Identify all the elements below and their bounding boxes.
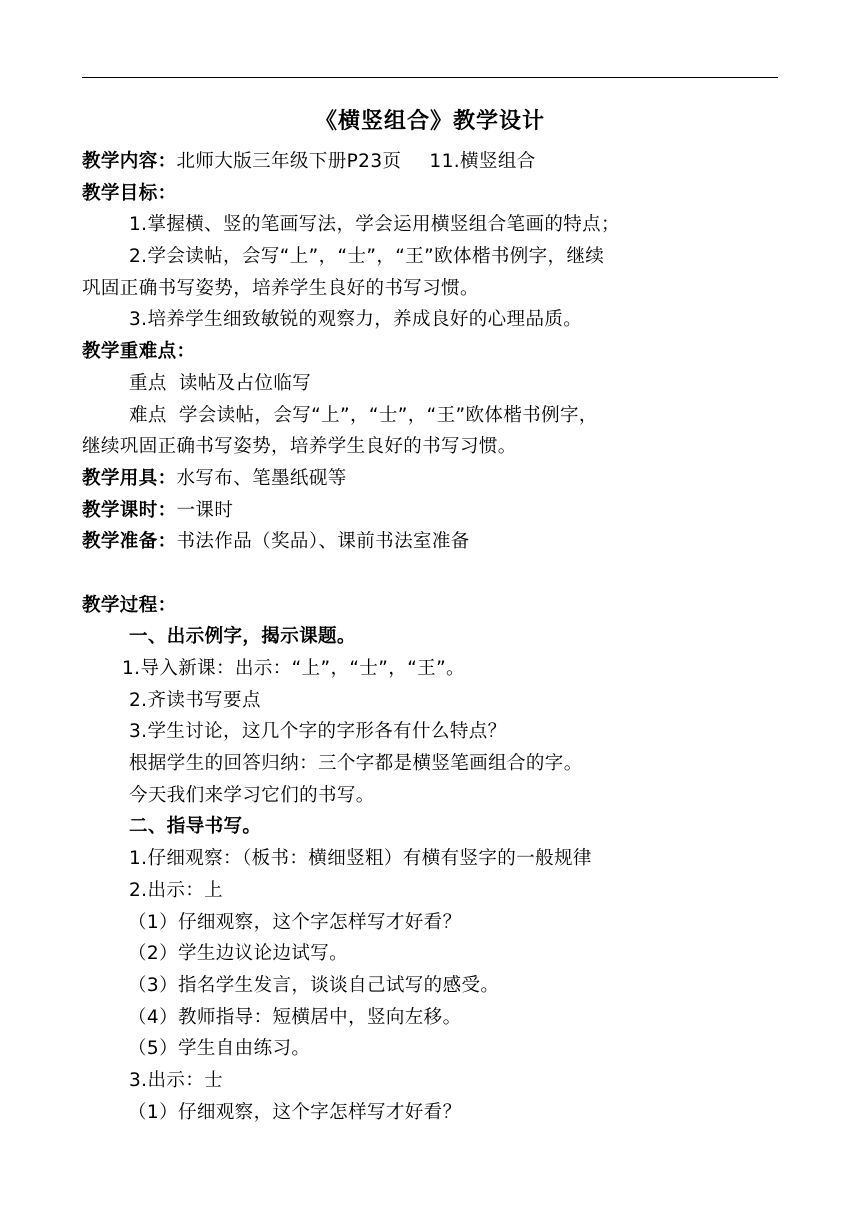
teaching-content-lesson: 11.横竖组合 xyxy=(429,151,536,172)
section-1-today: 今天我们来学习它们的书写。 xyxy=(129,784,375,806)
section-1-item-1: 1.导入新课：出示：“上”，“士”，“王”。 xyxy=(122,658,465,679)
teaching-tools-line xyxy=(82,463,782,495)
teaching-hours-text: 一课时 xyxy=(176,499,234,521)
section-2-item-2: 2.出示：上 xyxy=(129,879,224,901)
teaching-prep-label: 教学准备： xyxy=(82,531,177,553)
section-2-item-2-step-2: （2）学生边议论边试写。 xyxy=(128,943,349,965)
goal-3: 3.培养学生细致敏锐的观察力，养成良好的心理品质。 xyxy=(129,309,583,331)
key-point-line xyxy=(82,368,782,400)
section-2-title: 二、指导书写。 xyxy=(129,816,262,838)
section-2-item-2-step-3: （3）指名学生发言，谈谈自己试写的感受。 xyxy=(128,974,500,996)
section-1-summary: 根据学生的回答归纳：三个字都是横竖笔画组合的字。 xyxy=(129,753,583,775)
teaching-content-label: 教学内容： xyxy=(82,151,177,172)
section-2-item-2-step-5: （5）学生自由练习。 xyxy=(128,1038,311,1060)
section-1-item-2: 2.齐读书写要点 xyxy=(129,689,261,711)
difficult-point-label: 难点 xyxy=(129,404,167,426)
goal-1: 1.掌握横、竖的笔画写法，学会运用横竖组合笔画的特点； xyxy=(129,214,620,236)
section-2-item-3-step-1: （1）仔细观察，这个字怎样写才好看？ xyxy=(128,1101,462,1123)
section-2-item-2-step-1: （1）仔细观察，这个字怎样写才好看？ xyxy=(128,911,462,933)
teaching-prep-text: 书法作品（奖品）、课前书法室准备 xyxy=(176,531,470,553)
teaching-content-line xyxy=(82,146,782,178)
teaching-tools-text: 水写布、笔墨纸砚等 xyxy=(176,467,347,489)
section-2-item-3: 3.出示：士 xyxy=(129,1069,224,1091)
difficult-point-continued: 继续巩固正确书写姿势，培养学生良好的书写习惯。 xyxy=(82,436,517,458)
key-difficult-points-label: 教学重难点： xyxy=(82,341,196,363)
teaching-goals-label: 教学目标： xyxy=(82,182,177,204)
document-title: 《横竖组合》教学设计 xyxy=(314,109,545,134)
teaching-process-label: 教学过程： xyxy=(82,594,177,616)
goal-2-line-1: 2.学会读帖，会写“上”，“士”，“王”欧体楷书例字，继续 xyxy=(129,246,605,268)
header-rule xyxy=(82,77,778,78)
section-1-title: 一、出示例字，揭示课题。 xyxy=(129,626,356,648)
teaching-hours-line xyxy=(82,495,782,527)
section-2-item-1: 1.仔细观察：（板书：横细竖粗）有横有竖字的一般规律 xyxy=(129,848,592,870)
document-body xyxy=(82,146,782,1128)
section-2-item-2-step-4: （4）教师指导：短横居中，竖向左移。 xyxy=(128,1006,462,1028)
goal-2-line-2: 巩固正确书写姿势，培养学生良好的书写习惯。 xyxy=(82,277,479,299)
difficult-point-text: 学会读帖，会写“上”，“士”，“王”欧体楷书例字， xyxy=(178,404,598,426)
teaching-prep-line xyxy=(82,526,782,558)
teaching-tools-label: 教学用具： xyxy=(82,467,177,489)
teaching-hours-label: 教学课时： xyxy=(82,499,177,521)
teaching-content-text: 北师大版三年级下册P23页 xyxy=(176,151,402,172)
difficult-point-line xyxy=(82,400,782,432)
key-point-text: 读帖及占位临写 xyxy=(178,372,312,394)
blank-line xyxy=(82,558,782,590)
section-1-item-3: 3.学生讨论，这几个字的字形各有什么特点？ xyxy=(129,721,507,743)
key-point-label: 重点 xyxy=(129,372,167,394)
